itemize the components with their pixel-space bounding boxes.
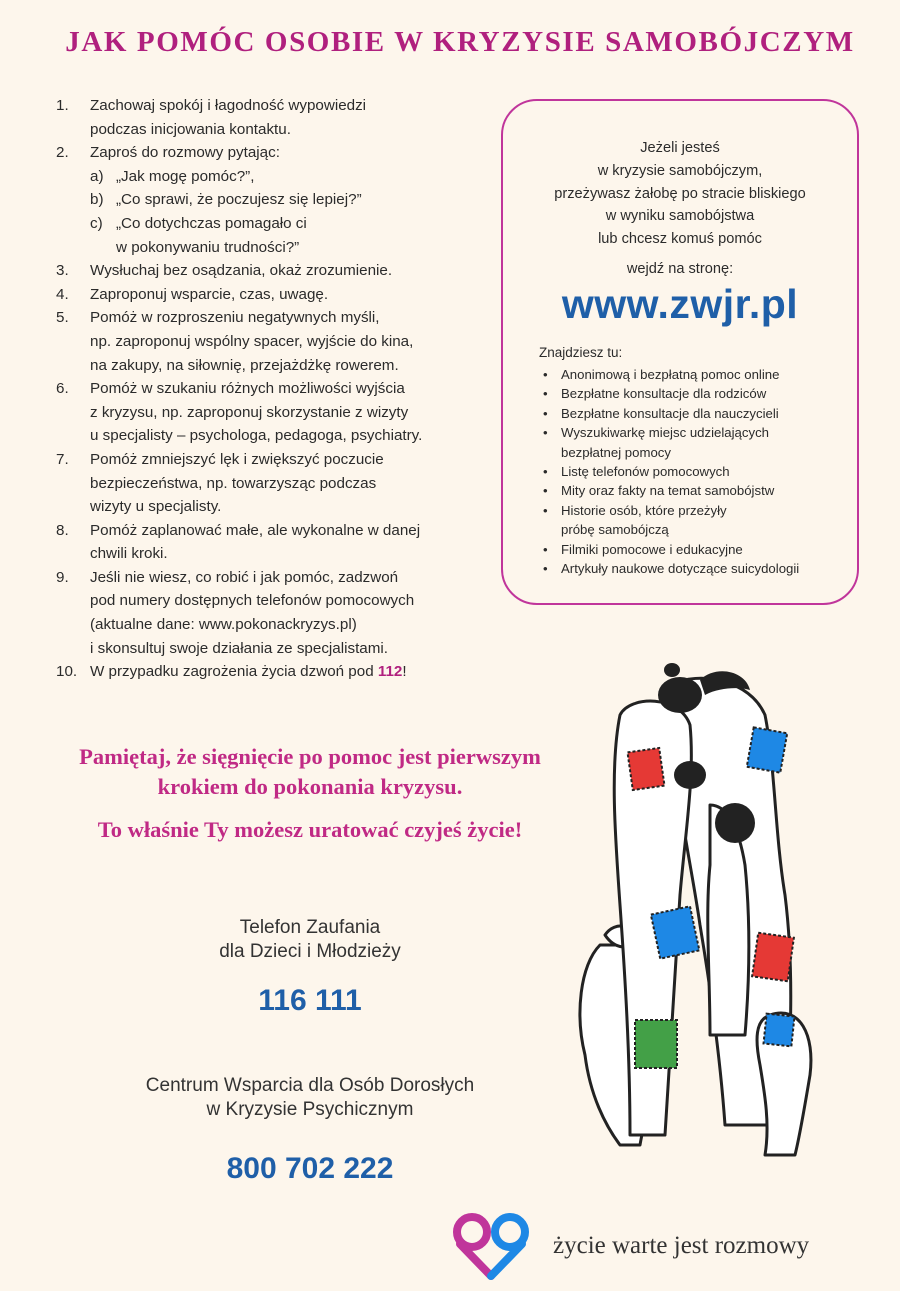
sub-item — [90, 165, 476, 189]
hotline-number[interactable]: 116 111 — [258, 984, 362, 1017]
step-number: 6. — [56, 380, 69, 398]
family-hug-illustration — [560, 655, 860, 1165]
sub-text: „Co dotychczas pomagało ci — [116, 214, 307, 232]
step-number: 5. — [56, 309, 69, 327]
list-item-text: Anonimową i bezpłatną pomoc online — [561, 367, 780, 382]
step-text: Zaproś do rozmowy pytając: — [90, 144, 280, 162]
hotline-label-line: dla Dzieci i Młodzieży — [219, 941, 401, 962]
step-text: Pomóż zmniejszyć lęk i zwiększyć poczucie — [90, 450, 384, 468]
list-item — [56, 519, 476, 566]
info-prompt: wejdź na stronę: — [626, 261, 734, 277]
list-item — [541, 423, 841, 462]
info-intro-line: w kryzysie samobójczym, — [597, 162, 763, 179]
info-list — [541, 365, 841, 578]
step-text: wizyty u specjalisty. — [90, 498, 222, 516]
hotline-label-line: Telefon Zaufania — [239, 917, 381, 938]
step-text-suffix: ! — [402, 663, 407, 681]
step-text: pod numery dostępnych telefonów pomocowych — [90, 592, 415, 610]
step-text: Pomóż w rozproszeniu negatywnych myśli, — [90, 309, 380, 327]
list-item — [541, 384, 841, 403]
step-number: 10. — [56, 663, 78, 681]
list-item-text: Listę telefonów pomocowych — [561, 464, 730, 480]
info-box — [501, 99, 859, 605]
step-text: z kryzysu, np. zaproponuj skorzystanie z wizyty — [90, 403, 409, 421]
reminder-line: To właśnie Ty możesz uratować czyjeś życie! — [97, 817, 523, 842]
list-item — [541, 540, 841, 559]
list-item — [56, 306, 476, 377]
step-number: 2. — [56, 144, 69, 162]
list-item — [541, 501, 841, 540]
step-number: 1. — [56, 97, 69, 114]
list-item — [56, 566, 476, 660]
step-text: na zakupy, na siłownię, przejażdżkę rowerem. — [90, 356, 399, 374]
info-find-label: Znajdziesz tu: — [539, 345, 623, 360]
step-text: np. zaproponuj wspólny spacer, wyjście do kina, — [90, 332, 414, 350]
info-intro-line: lub chcesz komuś pomóc — [598, 231, 762, 248]
info-intro-line: przeżywasz żałobę po stracie bliskiego — [554, 185, 806, 202]
list-item — [56, 283, 476, 307]
list-item — [56, 259, 476, 283]
step-text: podczas inicjowania kontaktu. — [90, 120, 291, 138]
slogan: życie warte jest rozmowy — [553, 1232, 810, 1259]
list-item — [541, 462, 841, 481]
list-item-text: Artykuły naukowe dotyczące suicydologii — [561, 561, 800, 577]
list-item-text: Mity oraz fakty na temat samobójstw — [561, 483, 775, 499]
sub-text: „Jak mogę pomóc?”, — [116, 167, 255, 185]
step-text: Pomóż zaplanować małe, ale wykonalne w danej — [90, 521, 421, 539]
list-item — [541, 481, 841, 500]
emergency-number: 112 — [377, 663, 403, 681]
hotline-label — [120, 916, 500, 964]
list-item — [56, 660, 476, 684]
list-item — [56, 377, 476, 448]
info-intro-line: w wyniku samobójstwa — [605, 208, 755, 225]
list-item-text: bezpłatnej pomocy — [561, 444, 671, 460]
reminder-line: krokiem do pokonania kryzysu. — [157, 774, 463, 799]
step-number: 8. — [56, 521, 69, 539]
sub-letter: c) — [90, 214, 103, 232]
page-title: JAK POMÓC OSOBIE W KRYZYSIE SAMOBÓJCZYM — [65, 26, 855, 58]
sub-item — [90, 188, 476, 212]
sub-letter: a) — [90, 167, 104, 185]
list-item-text: • Wyszukiwarkę miejsc udzielających — [561, 425, 770, 441]
hotline-label-line: Centrum Wsparcia dla Osób Dorosłych — [145, 1075, 475, 1096]
step-text: i skonsultuj swoje działania ze specjalistami. — [90, 639, 388, 657]
step-text: Wysłuchaj bez osądzania, okaż zrozumienie. — [90, 262, 393, 280]
list-item-text: • Historie osób, które przeżyły — [561, 502, 727, 518]
step-text: Zaproponuj wsparcie, czas, uwagę. — [90, 285, 329, 303]
sub-item — [90, 212, 476, 259]
info-intro-line: Jeżeli jesteś — [640, 140, 720, 156]
list-item-text: próbę samobójczą — [561, 522, 669, 538]
step-text: (aktualne dane: www.pokonackryzys.pl) — [90, 616, 357, 634]
help-steps-list — [56, 94, 476, 684]
sub-text: w pokonywaniu trudności?” — [116, 238, 300, 256]
step-text: Jeśli nie wiesz, co robić i jak pomóc, zadzwoń — [90, 568, 399, 586]
list-item — [56, 448, 476, 519]
hotline-number[interactable]: 800 702 222 — [226, 1152, 394, 1185]
sub-text: „Co sprawi, że poczujesz się lepiej?” — [116, 191, 362, 209]
step-number: 9. — [56, 568, 69, 586]
reminder-text — [30, 742, 590, 802]
reminder-line: Pamiętaj, że sięgnięcie po pomoc jest pierwszym — [79, 744, 541, 769]
website-link[interactable]: www.zwjr.pl — [561, 281, 799, 327]
list-item — [56, 141, 476, 259]
head-shape — [658, 677, 702, 713]
list-item — [541, 404, 841, 423]
step-text: Zachowaj spokój i łagodność wypowiedzi — [90, 97, 367, 114]
step-number: 7. — [56, 450, 69, 468]
step-text — [90, 660, 476, 684]
step-text-part: W przypadku zagrożenia życia dzwoń pod — [90, 663, 378, 681]
list-item-text: Bezpłatne konsultacje dla nauczycieli — [561, 405, 779, 421]
step-number: 4. — [56, 285, 69, 303]
list-item — [541, 365, 841, 384]
heart-logo-icon — [446, 1210, 538, 1280]
hotline-label — [120, 1074, 500, 1122]
sub-letter: b) — [90, 191, 104, 209]
step-text: bezpieczeństwa, np. towarzysząc podczas — [90, 474, 377, 492]
step-text: chwili kroki. — [90, 545, 168, 563]
step-text: u specjalisty – psychologa, pedagoga, psychiatry. — [90, 427, 423, 445]
list-item-text: Filmiki pomocowe i edukacyjne — [561, 541, 743, 557]
list-item-text: Bezpłatne konsultacje dla rodziców — [561, 386, 767, 402]
hotline-label-line: w Kryzysie Psychicznym — [206, 1099, 414, 1120]
list-item — [541, 559, 841, 578]
list-item — [56, 94, 476, 141]
step-text: Pomóż w szukaniu różnych możliwości wyjścia — [90, 380, 405, 398]
step-number: 3. — [56, 262, 69, 280]
info-intro — [503, 137, 857, 251]
